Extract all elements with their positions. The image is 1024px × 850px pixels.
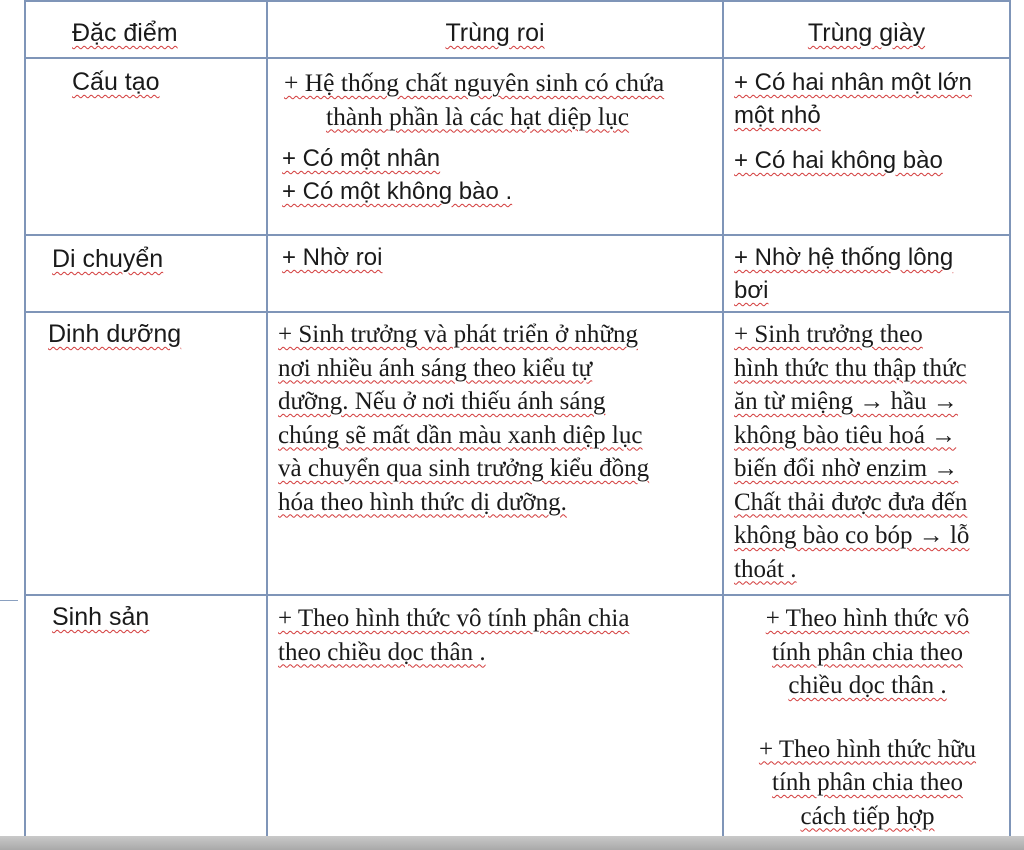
table-row — [25, 235, 1010, 312]
text-line: nơi nhiều ánh sáng theo kiểu tự — [278, 354, 593, 382]
text-line: + Hệ thống chất nguyên sinh có chứa — [284, 68, 665, 97]
text-line: + Có hai không bào — [734, 147, 943, 174]
text-line: + Sinh trưởng theo — [734, 321, 923, 348]
text-line: theo chiều dọc thân . — [278, 638, 486, 666]
trung-roi-cell — [267, 235, 723, 312]
text-line: tính phân chia theo — [772, 769, 963, 796]
header-cell-trung-roi — [267, 1, 723, 58]
text-line: + Có một không bào . — [282, 178, 513, 205]
text-line: dưỡng. Nếu ở nơi thiếu ánh sáng — [278, 388, 606, 415]
row-label-sinh-san: Sinh sản — [52, 603, 150, 631]
text-line: + Theo hình thức vô tính phân chia — [278, 605, 630, 632]
header-cell-trung-giay — [723, 1, 1010, 58]
text-line: + Có một nhân — [282, 145, 441, 172]
text-line: + Nhờ roi — [282, 244, 383, 271]
text-line: + Sinh trưởng và phát triển ở những — [278, 321, 638, 348]
text-line: không bào co bóp → lỗ — [734, 522, 970, 549]
text-line: thoát . — [734, 555, 797, 583]
text-line: biến đổi nhờ enzim → — [734, 455, 959, 482]
text-line: không bào tiêu hoá → — [734, 421, 957, 449]
table-header-row — [25, 1, 1010, 58]
page-margin-mark — [0, 600, 18, 601]
page-bottom-edge — [0, 836, 1024, 850]
text-line: hình thức thu thập thức — [734, 354, 967, 382]
row-label-cau-tao: Cấu tạo — [72, 68, 160, 96]
text-line: chiều dọc thân . — [788, 672, 947, 699]
table-row — [25, 595, 1010, 837]
text-line: Chất thải được đưa đến — [734, 488, 968, 516]
header-feature-label: Đặc điểm — [72, 19, 178, 47]
text-line: một nhỏ — [734, 102, 821, 129]
text-line: thành phần là các hạt diệp lục — [326, 101, 630, 131]
text-line: chúng sẽ mất dần màu xanh diệp lục — [278, 421, 643, 449]
row-label-cell — [25, 312, 267, 595]
header-trung-roi-label: Trùng roi — [445, 19, 545, 47]
trung-roi-cell — [267, 58, 723, 235]
text-line: hóa theo hình thức dị dưỡng. — [278, 488, 567, 516]
row-label-cell — [25, 595, 267, 837]
text-line: + Nhờ hệ thống lông — [734, 244, 954, 271]
text-line: + Có hai nhân một lớn — [734, 69, 972, 96]
table-row — [25, 312, 1010, 595]
text-line: + Theo hình thức hữu — [758, 735, 977, 763]
text-line: bơi — [734, 277, 769, 304]
trung-giay-cell — [723, 312, 1010, 595]
table-row — [25, 58, 1010, 235]
row-label-cell — [25, 235, 267, 312]
text-line: ăn từ miệng → hầu → — [734, 388, 958, 415]
trung-roi-cell — [267, 595, 723, 837]
trung-giay-cell — [723, 595, 1010, 837]
header-cell-feature — [25, 1, 267, 58]
row-label-dinh-duong: Dinh dưỡng — [48, 320, 182, 348]
comparison-table — [24, 0, 1011, 838]
text-line: + Theo hình thức vô — [765, 605, 970, 632]
row-label-di-chuyen: Di chuyển — [52, 245, 164, 273]
text-line: cách tiếp hợp — [800, 802, 935, 830]
text-line: tính phân chia theo — [772, 638, 963, 666]
text-line: và chuyển qua sinh trưởng kiểu đồng — [278, 455, 650, 482]
trung-roi-cell — [267, 312, 723, 595]
trung-giay-cell — [723, 58, 1010, 235]
trung-giay-cell — [723, 235, 1010, 312]
header-trung-giay-label: Trùng giày — [807, 19, 926, 47]
row-label-cell — [25, 58, 267, 235]
